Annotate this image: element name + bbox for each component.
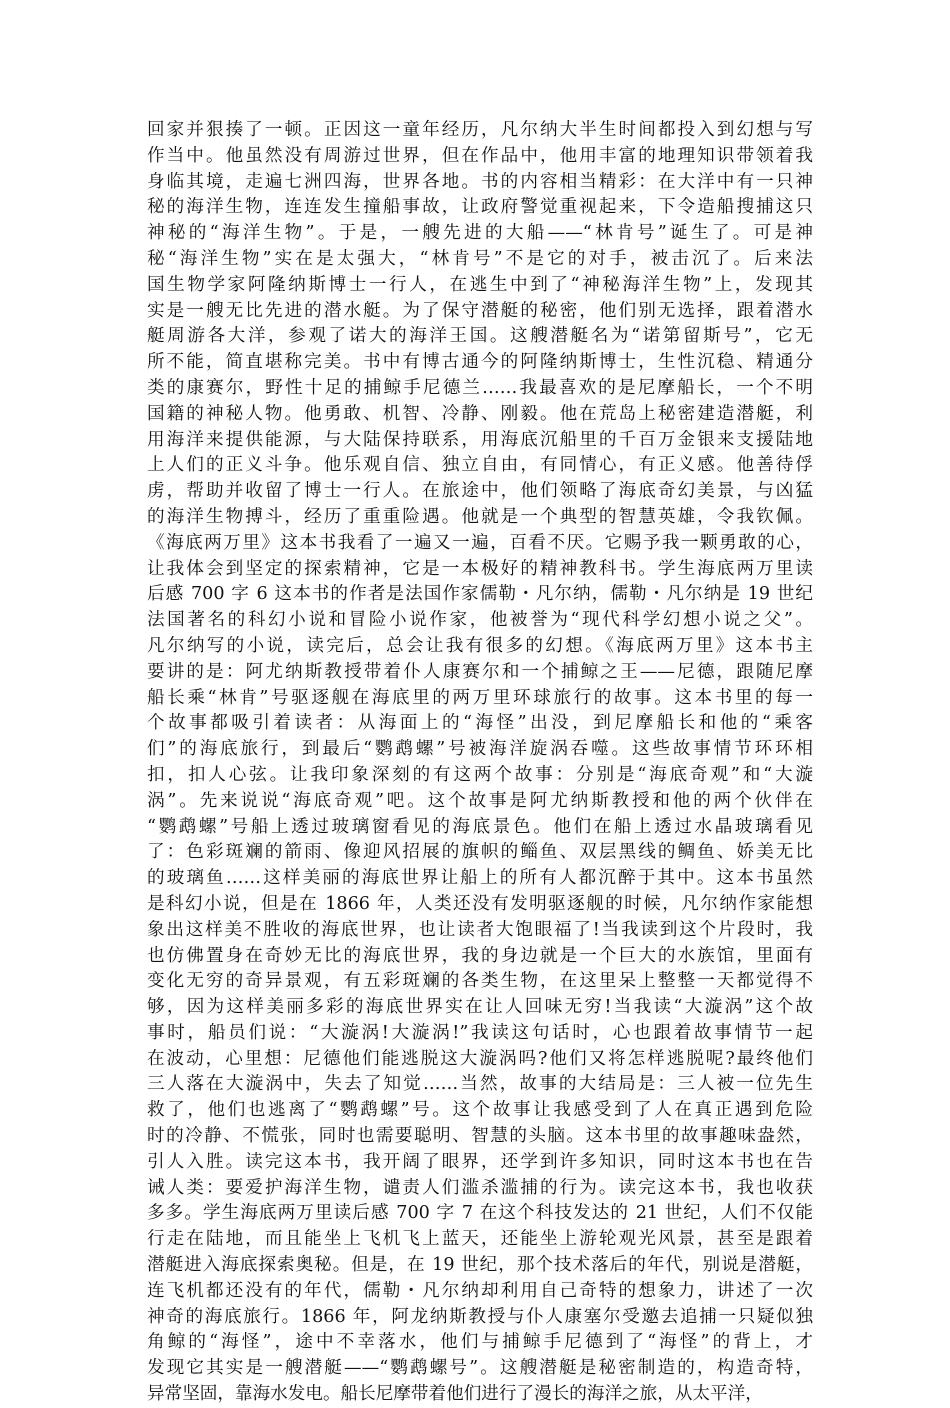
text-line: 身临其境，走遍七洲四海，世界各地。书的内容相当精彩：在大洋中有一只神: [147, 171, 813, 192]
text-line: 潜艇进入海底探索奥秘。但是，在 19 世纪，那个技术落后的年代，别说是潜艇，: [147, 1255, 813, 1276]
text-line: 多多。学生海底两万里读后感 700 字 7 在这个科技发达的 21 世纪，人们不仅能: [147, 1203, 813, 1224]
text-line: 了：色彩斑斓的箭雨、像迎风招展的旗帜的鲻鱼、双层黑线的鲷鱼、娇美无比: [147, 842, 813, 863]
text-line: 秘“海洋生物”实在是太强大，“林肯号”不是它的对手，被击沉了。后来法: [147, 248, 813, 269]
text-line: 的海洋生物搏斗，经历了重重险遇。他就是一个典型的智慧英雄，令我钦佩。: [147, 506, 813, 527]
text-line: 让我体会到坚定的探索精神，它是一本极好的精神教科书。学生海底两万里读: [147, 558, 813, 579]
text-line: 在波动，心里想：尼德他们能逃脱这大漩涡吗?他们又将怎样逃脱呢?最终他们: [147, 1048, 813, 1069]
text-line: 救了，他们也逃离了“鹦鹉螺”号。这个故事让我感受到了人在真正遇到危险: [147, 1100, 813, 1121]
text-line: 三人落在大漩涡中，失去了知觉……当然，故事的大结局是：三人被一位先生: [147, 1074, 813, 1095]
text-line: 角鲸的“海怪”，途中不幸落水，他们与捕鲸手尼德到了“海怪”的背上，才: [147, 1332, 813, 1353]
text-line: 也仿佛置身在奇妙无比的海底世界，我的身边就是一个巨大的水族馆，里面有: [147, 945, 813, 966]
text-line: “鹦鹉螺”号船上透过玻璃窗看见的海底景色。他们在船上透过水晶玻璃看见: [147, 816, 813, 837]
text-line: 实是一艘无比先进的潜水艇。为了保守潜艇的秘密，他们别无选择，跟着潜水: [147, 300, 813, 321]
text-line: 行走在陆地，而且能坐上飞机飞上蓝天，还能坐上游轮观光风景，甚至是跟着: [147, 1229, 813, 1250]
text-line: 引人入胜。读完这本书，我开阔了眼界，还学到许多知识，同时这本书也在告: [147, 1151, 813, 1172]
text-line: 虏，帮助并收留了博士一行人。在旅途中，他们领略了海底奇幻美景，与凶猛: [147, 481, 813, 502]
text-line: 国籍的神秘人物。他勇敢、机智、冷静、刚毅。他在荒岛上秘密建造潜艇，利: [147, 403, 813, 424]
text-line: 是科幻小说，但是在 1866 年，人类还没有发明驱逐舰的时候，凡尔纳作家能想: [147, 893, 813, 914]
text-line: 事时，船员们说：“大漩涡!大漩涡!”我读这句话时，心也跟着故事情节一起: [147, 1022, 813, 1043]
text-line: 异常坚固，靠海水发电。船长尼摩带着他们进行了漫长的海洋之旅，从太平洋，: [147, 1384, 763, 1405]
text-line: 连飞机都还没有的年代，儒勒・凡尔纳却利用自己奇特的想象力，讲述了一次: [147, 1280, 813, 1301]
text-line: 时的冷静、不慌张，同时也需要聪明、智慧的头脑。这本书里的故事趣味盎然，: [147, 1126, 813, 1147]
text-line: 艇周游各大洋，参观了诺大的海洋王国。这艘潜艇名为“诺第留斯号”，它无: [147, 326, 813, 347]
text-line: 作当中。他虽然没有周游过世界，但在作品中，他用丰富的地理知识带领着我: [147, 145, 813, 166]
text-line: 类的康赛尔，野性十足的捕鲸手尼德兰……我最喜欢的是尼摩船长，一个不明: [147, 377, 813, 398]
text-line: 秘的海洋生物，连连发生撞船事故，让政府警觉重视起来，下令造船搜捕这只: [147, 197, 813, 218]
text-line: 后感 700 字 6 这本书的作者是法国作家儒勒・凡尔纳，儒勒・凡尔纳是 19 世纪: [147, 584, 813, 605]
text-line: 的玻璃鱼……这样美丽的海底世界让船上的所有人都沉醉于其中。这本书虽然: [147, 868, 813, 889]
text-line: 们”的海底旅行，到最后“鹦鹉螺”号被海洋旋涡吞噬。这些故事情节环环相: [147, 739, 813, 760]
text-line: 回家并狠揍了一顿。正因这一童年经历，凡尔纳大半生时间都投入到幻想与写: [147, 120, 813, 140]
text-line: 涡”。先来说说“海底奇观”吧。这个故事是阿尤纳斯教授和他的两个伙伴在: [147, 790, 813, 811]
text-line: 用海洋来提供能源，与大陆保持联系，用海底沉船里的千百万金银来支援陆地: [147, 429, 813, 450]
text-line: 国生物学家阿隆纳斯博士一行人，在逃生中到了“神秘海洋生物”上，发现其: [147, 274, 813, 295]
text-line: 扣，扣人心弦。让我印象深刻的有这两个故事：分别是“海底奇观”和“大漩: [147, 764, 813, 785]
text-line: 法国著名的科幻小说和冒险小说作家，他被誉为“现代科学幻想小说之父”。: [147, 610, 813, 631]
text-line: 上人们的正义斗争。他乐观自信、独立自由，有同情心，有正义感。他善待俘: [147, 455, 813, 476]
text-line: 《海底两万里》这本书我看了一遍又一遍，百看不厌。它赐予我一颗勇敢的心，: [147, 532, 813, 553]
text-line: 神秘的“海洋生物”。于是，一艘先进的大船——“林肯号”诞生了。可是神: [147, 223, 813, 244]
text-line: 要讲的是：阿尤纳斯教授带着仆人康赛尔和一个捕鲸之王——尼德，跟随尼摩: [147, 661, 813, 682]
text-line: 象出这样美不胜收的海底世界，也让读者大饱眼福了!当我读到这个片段时，我: [147, 919, 813, 940]
text-line: 诫人类：要爱护海洋生物，谴责人们滥杀滥捕的行为。读完这本书，我也收获: [147, 1177, 813, 1198]
text-line: 够，因为这样美丽多彩的海底世界实在让人回味无穷!当我读“大漩涡”这个故: [147, 997, 813, 1018]
text-line: 个故事都吸引着读者：从海面上的“海怪”出没，到尼摩船长和他的“乘客: [147, 713, 813, 734]
text-line: 神奇的海底旅行。1866 年，阿龙纳斯教授与仆人康塞尔受邀去追捕一只疑似独: [147, 1306, 813, 1327]
text-line: 凡尔纳写的小说，读完后，总会让我有很多的幻想。《海底两万里》这本书主: [147, 635, 813, 656]
body-text: [147, 118, 813, 1408]
text-line: 船长乘“林肯”号驱逐舰在海底里的两万里环球旅行的故事。这本书里的每一: [147, 687, 813, 708]
text-line: 变化无穷的奇异景观，有五彩斑斓的各类生物，在这里呆上整整一天都觉得不: [147, 971, 813, 992]
text-line: 所不能，简直堪称完美。书中有博古通今的阿隆纳斯博士，生性沉稳、精通分: [147, 352, 813, 373]
text-line: 发现它其实是一艘潜艇——“鹦鹉螺号”。这艘潜艇是秘密制造的，构造奇特，: [147, 1358, 813, 1379]
